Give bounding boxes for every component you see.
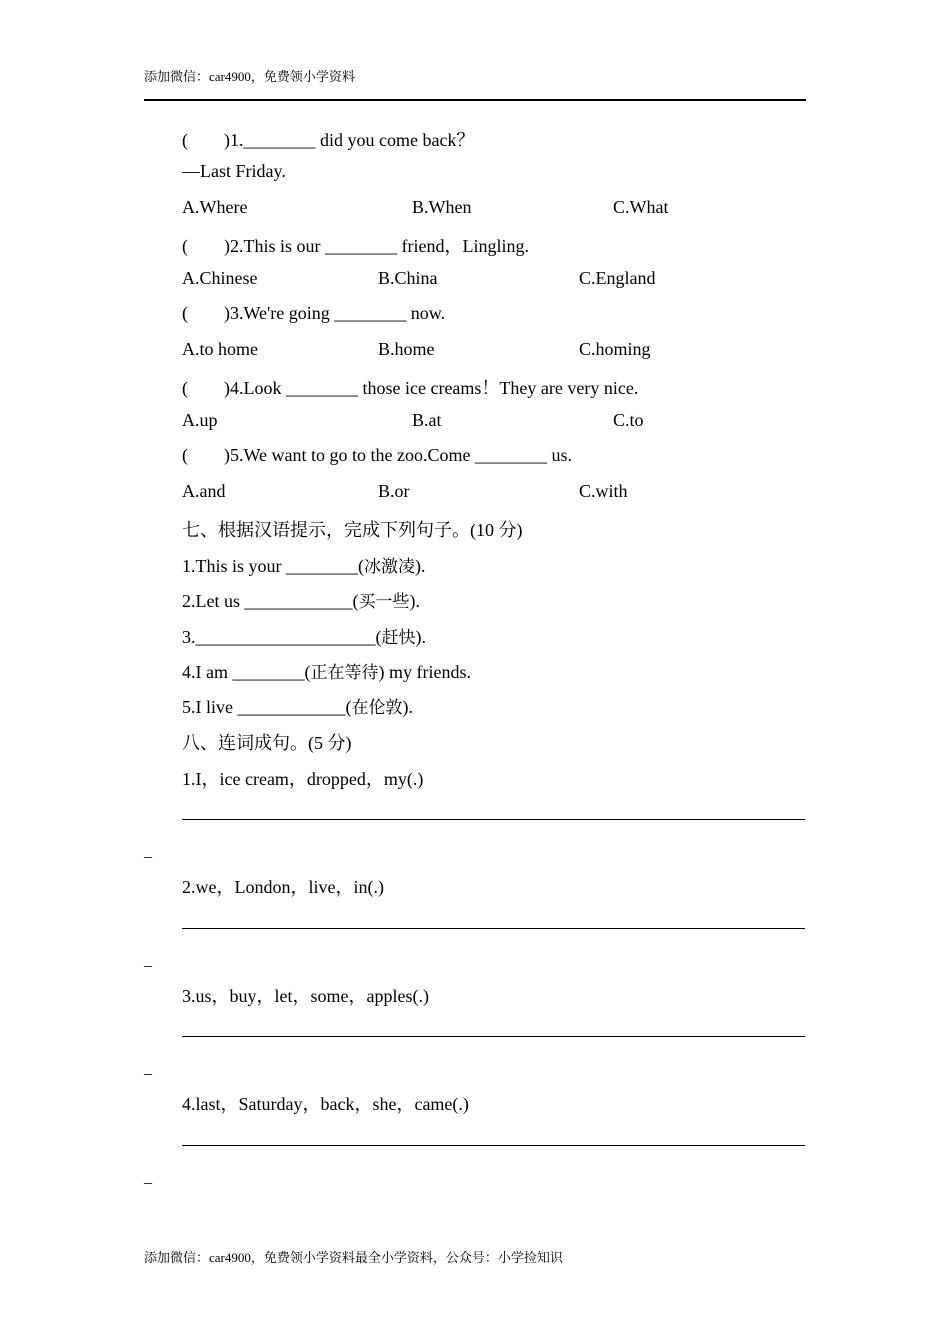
item-3-chinese-hint: 赶快 [381, 628, 416, 648]
question-1-option-a: A.Where [182, 197, 248, 217]
item-1-english: 1.This is your ________( [182, 556, 364, 576]
question-3-option-b: B.home [378, 339, 435, 359]
page-header: 添加微信：car4900，免费领小学资料 [144, 69, 355, 84]
item-3-tail: ). [415, 627, 426, 647]
section-7-item-4 [182, 658, 471, 683]
item-5-chinese-hint: 在伦敦 [351, 698, 403, 718]
section-8-title-text: 八、连词成句。 [182, 733, 308, 754]
question-2-option-b: B.China [378, 268, 438, 288]
section-7-score: (10 分) [470, 520, 523, 540]
item-1-tail: ). [415, 556, 426, 576]
section-8-title [182, 729, 352, 755]
section-7-item-5 [182, 693, 413, 718]
item-2-english: 2.Let us ____________( [182, 591, 359, 611]
item-2-tail: ). [409, 591, 420, 611]
sentence-4-prompt: 4.last，Saturday，back，she，came(.) [182, 1094, 469, 1114]
sentence-3-dash: _ [144, 1060, 152, 1077]
section-7-item-2 [182, 587, 420, 612]
item-4-tail: ) my friends. [378, 662, 471, 682]
sentence-3-answer-line [182, 1036, 805, 1037]
sentence-2-dash: _ [144, 952, 152, 969]
sentence-4-dash: _ [144, 1169, 152, 1186]
item-4-chinese-hint: 正在等待 [310, 663, 379, 683]
sentence-1-dash: _ [144, 843, 152, 860]
item-3-english: 3.____________________( [182, 627, 382, 647]
section-7-item-3 [182, 623, 426, 648]
sentence-4-answer-line [182, 1145, 805, 1146]
question-5-stem: ( )5.We want to go to the zoo.Come ________ us. [182, 445, 572, 465]
header-rule [144, 99, 806, 101]
question-2-option-a: A.Chinese [182, 268, 258, 288]
item-1-chinese-hint: 冰激凌 [364, 557, 415, 577]
question-3-stem: ( )3.We're going ________ now. [182, 303, 446, 323]
section-7-title [182, 516, 523, 542]
sentence-3-prompt: 3.us，buy，let，some，apples(.) [182, 986, 429, 1006]
page-footer: 添加微信：car4900，免费领小学资料最全小学资料，公众号：小学捡知识 [144, 1250, 563, 1265]
question-5-option-c: C.with [579, 481, 628, 501]
question-2-option-c: C.England [579, 268, 656, 288]
sentence-2-prompt: 2.we，London，live，in(.) [182, 877, 384, 897]
item-2-chinese-hint: 买一些 [358, 592, 410, 612]
question-3-option-c: C.homing [579, 339, 651, 359]
sentence-2-answer-line [182, 928, 805, 929]
item-5-english: 5.I live ____________( [182, 697, 352, 717]
question-4-option-b: B.at [412, 410, 442, 430]
item-4-english: 4.I am ________( [182, 662, 311, 682]
sentence-1-prompt: 1.I，ice cream，dropped，my(.) [182, 769, 424, 789]
question-4-stem: ( )4.Look ________ those ice creams！They are very nice. [182, 378, 639, 398]
section-8-score: (5 分) [308, 733, 352, 753]
section-7-item-1 [182, 552, 426, 577]
item-5-tail: ). [402, 697, 413, 717]
section-7-title-text: 七、根据汉语提示，完成下列句子。 [182, 520, 470, 541]
sentence-1-answer-line [182, 819, 805, 820]
question-3-option-a: A.to home [182, 339, 258, 359]
question-5-option-b: B.or [378, 481, 410, 501]
question-5-option-a: A.and [182, 481, 226, 501]
question-1-answer-hint: —Last Friday. [182, 161, 286, 181]
question-1-option-b: B.When [412, 197, 472, 217]
question-1-stem: ( )1.________ did you come back？ [182, 130, 475, 150]
question-4-option-a: A.up [182, 410, 218, 430]
question-2-stem: ( )2.This is our ________ friend，Lingling. [182, 236, 529, 256]
question-4-option-c: C.to [613, 410, 644, 430]
question-1-option-c: C.What [613, 197, 669, 217]
